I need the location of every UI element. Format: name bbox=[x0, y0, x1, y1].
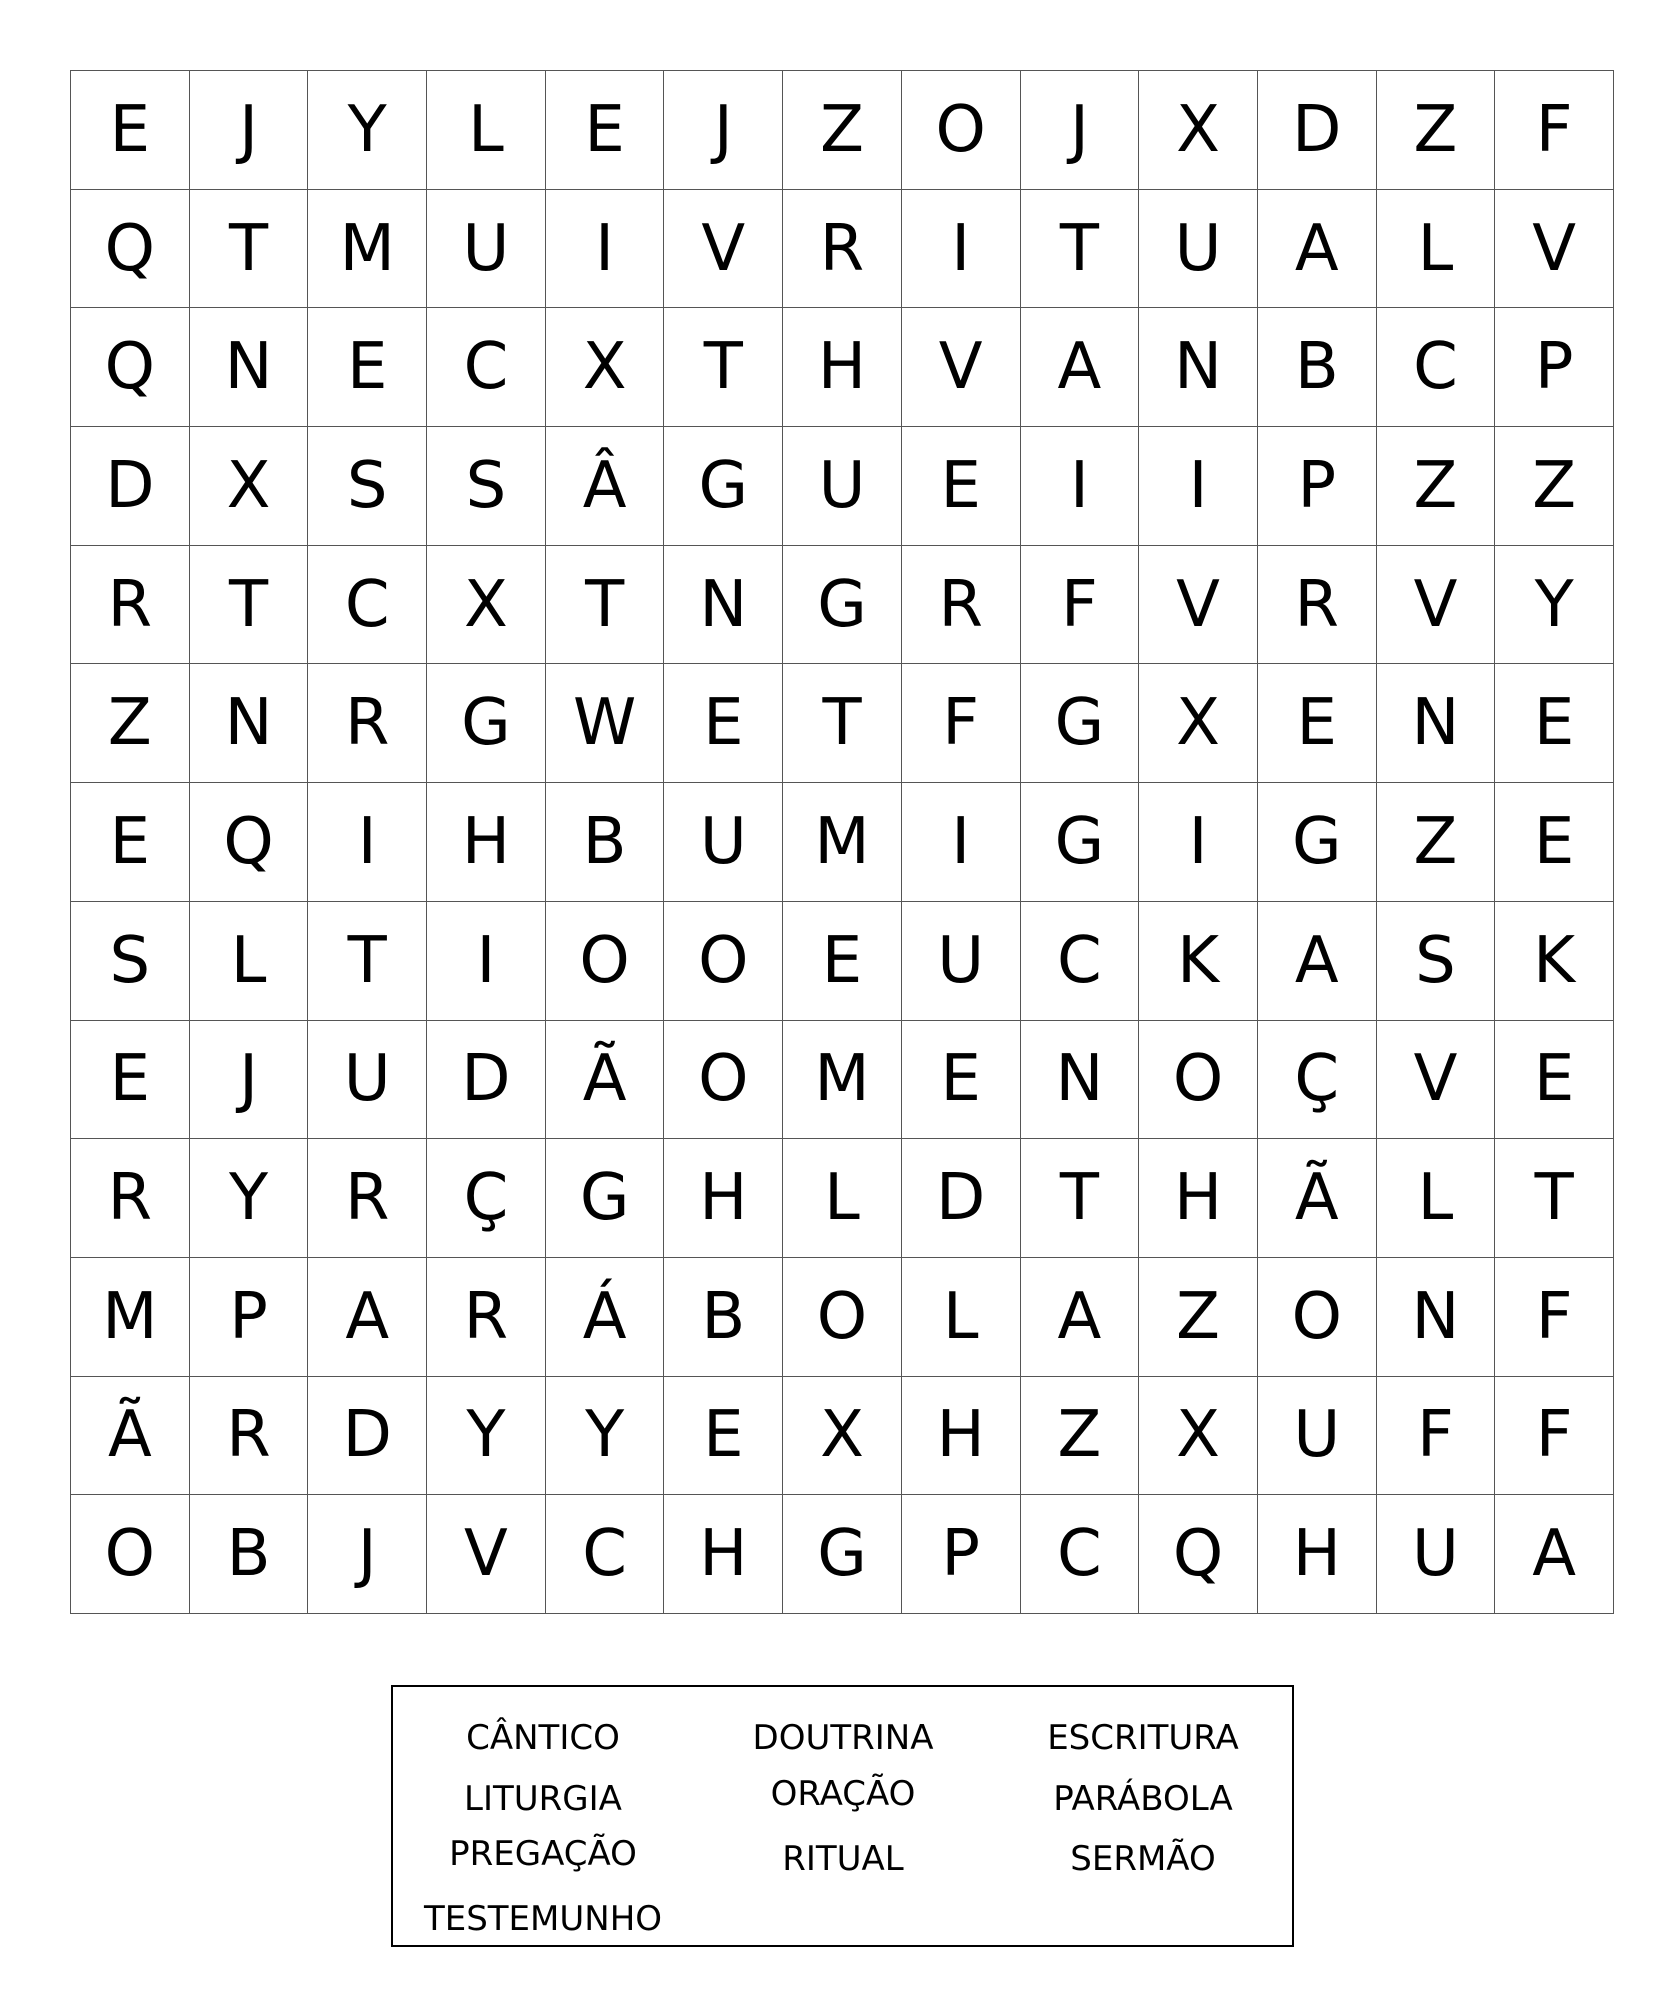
grid-cell[interactable]: R bbox=[1258, 546, 1377, 665]
grid-cell[interactable]: H bbox=[664, 1139, 783, 1258]
grid-cell[interactable]: X bbox=[1139, 664, 1258, 783]
word-item: CÂNTICO bbox=[466, 1718, 620, 1758]
grid-cell[interactable]: T bbox=[664, 308, 783, 427]
grid-cell[interactable]: H bbox=[1139, 1139, 1258, 1258]
grid-cell[interactable]: N bbox=[1139, 308, 1258, 427]
grid-cell[interactable]: B bbox=[546, 783, 665, 902]
grid-cell[interactable]: J bbox=[664, 71, 783, 190]
grid-cell[interactable]: N bbox=[190, 308, 309, 427]
grid-cell[interactable]: Z bbox=[1021, 1377, 1140, 1496]
grid-cell[interactable]: Y bbox=[190, 1139, 309, 1258]
grid-cell[interactable]: I bbox=[546, 190, 665, 309]
grid-cell[interactable]: O bbox=[71, 1495, 190, 1614]
grid-cell[interactable]: T bbox=[1495, 1139, 1614, 1258]
grid-cell[interactable]: Ã bbox=[71, 1377, 190, 1496]
grid-cell[interactable]: V bbox=[1377, 546, 1496, 665]
grid-cell[interactable]: G bbox=[783, 1495, 902, 1614]
grid-cell[interactable]: O bbox=[1139, 1021, 1258, 1140]
grid-cell[interactable]: S bbox=[1377, 902, 1496, 1021]
grid-cell[interactable]: O bbox=[546, 902, 665, 1021]
grid-cell[interactable]: Y bbox=[546, 1377, 665, 1496]
grid-cell[interactable]: E bbox=[546, 71, 665, 190]
grid-cell[interactable]: T bbox=[308, 902, 427, 1021]
grid-cell[interactable]: Z bbox=[1377, 783, 1496, 902]
grid-cell[interactable]: F bbox=[1495, 1377, 1614, 1496]
grid-cell[interactable]: X bbox=[1139, 71, 1258, 190]
grid-cell[interactable]: F bbox=[1495, 1258, 1614, 1377]
grid-cell[interactable]: D bbox=[71, 427, 190, 546]
grid-cell[interactable]: B bbox=[664, 1258, 783, 1377]
grid-cell[interactable]: E bbox=[902, 427, 1021, 546]
grid-cell[interactable]: U bbox=[1377, 1495, 1496, 1614]
grid-cell[interactable]: N bbox=[190, 664, 309, 783]
grid-cell[interactable]: K bbox=[1139, 902, 1258, 1021]
grid-cell[interactable]: L bbox=[1377, 190, 1496, 309]
grid-cell[interactable]: V bbox=[1139, 546, 1258, 665]
grid-cell[interactable]: I bbox=[902, 783, 1021, 902]
grid-cell[interactable]: X bbox=[783, 1377, 902, 1496]
grid-cell[interactable]: S bbox=[71, 902, 190, 1021]
grid-cell[interactable]: X bbox=[1139, 1377, 1258, 1496]
grid-cell[interactable]: O bbox=[664, 1021, 783, 1140]
grid-cell[interactable]: A bbox=[1258, 190, 1377, 309]
grid-cell[interactable]: Ç bbox=[427, 1139, 546, 1258]
grid-cell[interactable]: G bbox=[783, 546, 902, 665]
grid-cell[interactable]: P bbox=[1258, 427, 1377, 546]
grid-cell[interactable]: P bbox=[1495, 308, 1614, 427]
grid-cell[interactable]: D bbox=[427, 1021, 546, 1140]
grid-cell[interactable]: A bbox=[308, 1258, 427, 1377]
grid-cell[interactable]: E bbox=[783, 902, 902, 1021]
grid-cell[interactable]: I bbox=[427, 902, 546, 1021]
grid-cell[interactable]: Q bbox=[190, 783, 309, 902]
grid-cell[interactable]: A bbox=[1258, 902, 1377, 1021]
grid-cell[interactable]: E bbox=[1495, 1021, 1614, 1140]
grid-cell[interactable]: J bbox=[1021, 71, 1140, 190]
grid-cell[interactable]: M bbox=[783, 783, 902, 902]
grid-cell[interactable]: D bbox=[308, 1377, 427, 1496]
grid-cell[interactable]: A bbox=[1021, 308, 1140, 427]
grid-cell[interactable]: R bbox=[308, 1139, 427, 1258]
grid-cell[interactable]: S bbox=[427, 427, 546, 546]
grid-cell[interactable]: U bbox=[664, 783, 783, 902]
grid-cell[interactable]: M bbox=[783, 1021, 902, 1140]
grid-cell[interactable]: L bbox=[1377, 1139, 1496, 1258]
grid-cell[interactable]: E bbox=[902, 1021, 1021, 1140]
grid-cell[interactable]: B bbox=[190, 1495, 309, 1614]
grid-cell[interactable]: I bbox=[1139, 427, 1258, 546]
grid-cell[interactable]: R bbox=[71, 546, 190, 665]
grid-cell[interactable]: N bbox=[1021, 1021, 1140, 1140]
grid-cell[interactable]: J bbox=[190, 1021, 309, 1140]
grid-cell[interactable]: O bbox=[1258, 1258, 1377, 1377]
grid-cell[interactable]: Z bbox=[1139, 1258, 1258, 1377]
grid-cell[interactable]: M bbox=[308, 190, 427, 309]
grid-cell[interactable]: E bbox=[1258, 664, 1377, 783]
grid-cell[interactable]: A bbox=[1021, 1258, 1140, 1377]
grid-cell[interactable]: G bbox=[1021, 664, 1140, 783]
grid-cell[interactable]: T bbox=[1021, 1139, 1140, 1258]
word-item: PREGAÇÃO bbox=[449, 1834, 637, 1874]
grid-cell[interactable]: Q bbox=[1139, 1495, 1258, 1614]
grid-cell[interactable]: Y bbox=[427, 1377, 546, 1496]
grid-cell[interactable]: H bbox=[664, 1495, 783, 1614]
grid-cell[interactable]: E bbox=[1495, 783, 1614, 902]
grid-cell[interactable]: Q bbox=[71, 308, 190, 427]
grid-cell[interactable]: B bbox=[1258, 308, 1377, 427]
grid-cell[interactable]: N bbox=[1377, 664, 1496, 783]
grid-cell[interactable]: C bbox=[1021, 1495, 1140, 1614]
grid-cell[interactable]: W bbox=[546, 664, 665, 783]
word-item: TESTEMUNHO bbox=[423, 1899, 663, 1939]
grid-cell[interactable]: F bbox=[1495, 71, 1614, 190]
grid-cell[interactable]: Z bbox=[1495, 427, 1614, 546]
grid-cell[interactable]: U bbox=[427, 190, 546, 309]
grid-cell[interactable]: O bbox=[902, 71, 1021, 190]
word-item: RITUAL bbox=[782, 1839, 904, 1879]
grid-cell[interactable]: H bbox=[783, 308, 902, 427]
grid-cell[interactable]: L bbox=[190, 902, 309, 1021]
grid-cell[interactable]: I bbox=[1139, 783, 1258, 902]
grid-cell[interactable]: Z bbox=[71, 664, 190, 783]
grid-cell[interactable]: Z bbox=[783, 71, 902, 190]
grid-cell[interactable]: U bbox=[1258, 1377, 1377, 1496]
grid-cell[interactable]: U bbox=[902, 902, 1021, 1021]
grid-cell[interactable]: H bbox=[1258, 1495, 1377, 1614]
grid-cell[interactable]: Á bbox=[546, 1258, 665, 1377]
grid-cell[interactable]: A bbox=[1495, 1495, 1614, 1614]
grid-cell[interactable]: Ç bbox=[1258, 1021, 1377, 1140]
grid-cell[interactable]: G bbox=[1258, 783, 1377, 902]
grid-cell[interactable]: N bbox=[664, 546, 783, 665]
grid-cell[interactable]: Z bbox=[1377, 427, 1496, 546]
grid-cell[interactable]: U bbox=[308, 1021, 427, 1140]
grid-cell[interactable]: D bbox=[902, 1139, 1021, 1258]
grid-cell[interactable]: R bbox=[71, 1139, 190, 1258]
grid-cell[interactable]: V bbox=[1495, 190, 1614, 309]
grid-cell[interactable]: F bbox=[1377, 1377, 1496, 1496]
grid-cell[interactable]: F bbox=[902, 664, 1021, 783]
grid-cell[interactable]: G bbox=[664, 427, 783, 546]
grid-cell[interactable]: C bbox=[308, 546, 427, 665]
grid-cell[interactable]: X bbox=[190, 427, 309, 546]
grid-cell[interactable]: E bbox=[664, 1377, 783, 1496]
grid-cell[interactable]: E bbox=[308, 308, 427, 427]
grid-cell[interactable]: L bbox=[783, 1139, 902, 1258]
grid-cell[interactable]: N bbox=[1377, 1258, 1496, 1377]
grid-cell[interactable]: L bbox=[902, 1258, 1021, 1377]
grid-cell[interactable]: T bbox=[1021, 190, 1140, 309]
word-item: ORAÇÃO bbox=[770, 1774, 916, 1814]
grid-cell[interactable]: X bbox=[546, 308, 665, 427]
word-item: LITURGIA bbox=[464, 1779, 622, 1819]
word-list bbox=[391, 1685, 1294, 1947]
grid-cell[interactable]: K bbox=[1495, 902, 1614, 1021]
letter-grid bbox=[70, 70, 1614, 1614]
grid-cell[interactable]: M bbox=[71, 1258, 190, 1377]
grid-cell[interactable]: R bbox=[902, 546, 1021, 665]
grid-cell[interactable]: S bbox=[308, 427, 427, 546]
grid-cell[interactable]: V bbox=[1377, 1021, 1496, 1140]
grid-cell[interactable]: R bbox=[190, 1377, 309, 1496]
grid-cell[interactable]: R bbox=[783, 190, 902, 309]
grid-cell[interactable]: E bbox=[71, 783, 190, 902]
grid-cell[interactable]: O bbox=[783, 1258, 902, 1377]
grid-cell[interactable]: G bbox=[1021, 783, 1140, 902]
grid-cell[interactable]: Q bbox=[71, 190, 190, 309]
grid-cell[interactable]: Y bbox=[308, 71, 427, 190]
word-item: DOUTRINA bbox=[752, 1718, 934, 1758]
grid-cell[interactable]: P bbox=[190, 1258, 309, 1377]
grid-cell[interactable]: L bbox=[427, 71, 546, 190]
grid-cell[interactable]: T bbox=[190, 190, 309, 309]
grid-cell[interactable]: H bbox=[427, 783, 546, 902]
grid-cell[interactable]: V bbox=[427, 1495, 546, 1614]
grid-cell[interactable]: T bbox=[783, 664, 902, 783]
grid-cell[interactable]: O bbox=[664, 902, 783, 1021]
grid-cell[interactable]: E bbox=[664, 664, 783, 783]
word-item: SERMÃO bbox=[1070, 1839, 1216, 1879]
word-item: PARÁBOLA bbox=[1053, 1779, 1233, 1819]
grid-cell[interactable]: I bbox=[308, 783, 427, 902]
grid-cell[interactable]: F bbox=[1021, 546, 1140, 665]
grid-cell[interactable]: V bbox=[902, 308, 1021, 427]
grid-cell[interactable]: U bbox=[1139, 190, 1258, 309]
grid-cell[interactable]: T bbox=[190, 546, 309, 665]
grid-cell[interactable]: Y bbox=[1495, 546, 1614, 665]
grid-cell[interactable]: R bbox=[308, 664, 427, 783]
grid-cell[interactable]: Ã bbox=[1258, 1139, 1377, 1258]
grid-cell[interactable]: H bbox=[902, 1377, 1021, 1496]
grid-cell[interactable]: R bbox=[427, 1258, 546, 1377]
grid-cell[interactable]: E bbox=[1495, 664, 1614, 783]
grid-cell[interactable]: D bbox=[1258, 71, 1377, 190]
word-item: ESCRITURA bbox=[1047, 1718, 1239, 1758]
grid-cell[interactable]: X bbox=[427, 546, 546, 665]
grid-cell[interactable]: C bbox=[1377, 308, 1496, 427]
grid-cell[interactable]: E bbox=[71, 1021, 190, 1140]
grid-cell[interactable]: G bbox=[546, 1139, 665, 1258]
grid-cell[interactable]: I bbox=[902, 190, 1021, 309]
grid-cell[interactable]: C bbox=[546, 1495, 665, 1614]
grid-cell[interactable]: Â bbox=[546, 427, 665, 546]
grid-cell[interactable]: G bbox=[427, 664, 546, 783]
grid-cell[interactable]: C bbox=[427, 308, 546, 427]
grid-cell[interactable]: E bbox=[71, 71, 190, 190]
grid-cell[interactable]: V bbox=[664, 190, 783, 309]
grid-cell[interactable]: P bbox=[902, 1495, 1021, 1614]
grid-cell[interactable]: Ã bbox=[546, 1021, 665, 1140]
grid-cell[interactable]: J bbox=[190, 71, 309, 190]
grid-cell[interactable]: I bbox=[1021, 427, 1140, 546]
grid-cell[interactable]: Z bbox=[1377, 71, 1496, 190]
grid-cell[interactable]: C bbox=[1021, 902, 1140, 1021]
grid-cell[interactable]: U bbox=[783, 427, 902, 546]
grid-cell[interactable]: J bbox=[308, 1495, 427, 1614]
grid-cell[interactable]: T bbox=[546, 546, 665, 665]
